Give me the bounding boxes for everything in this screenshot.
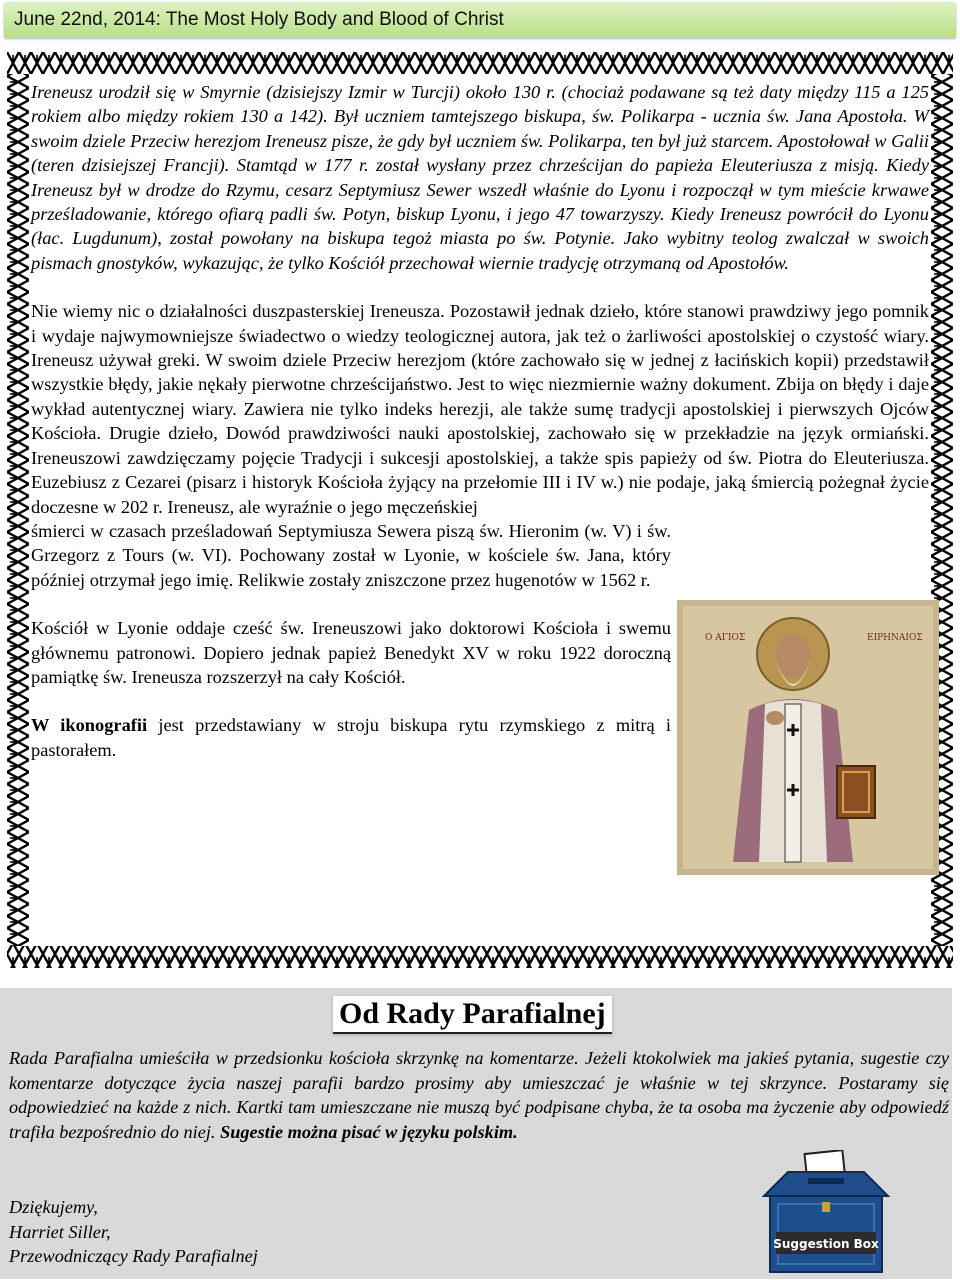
council-text [9,1046,949,1144]
signature-role: Przewodniczący Rady Parafialnej [9,1246,258,1266]
council-signature [9,1195,258,1269]
svg-text:Ο ΑΓΙΟΣ: Ο ΑΓΙΟΣ [705,633,746,643]
suggestion-box-icon [756,1150,896,1275]
svg-text:ΕΙΡΗΝΑΙΟΣ: ΕΙΡΗΝΑΙΟΣ [867,633,923,643]
page-header [4,2,956,38]
article-paragraph-3: Kościół w Lyonie oddaje cześć św. Ireneuszowi jako doktorowi Kościoła i swemu głównemu patronowi. Dopiero jednak papież Benedykt XV w roku 1922 doroczną pamiątkę św. Ireneusza rozszerzył na cały Kościół. [31,618,671,687]
iconography-bold: W ikonografii [31,715,148,736]
page-header-title: June 22nd, 2014: The Most Holy Body and Blood of Christ [14,9,504,30]
signature-name: Harriet Siller, [9,1221,111,1242]
article-paragraph-2: Nie wiemy nic o działalności duszpasterskiej Ireneusza. Pozostawił jednak dzieło, które stanowi prawdziwy jego pomnik i wydaje najwymowniejsze świadectwo o wiedzy teologicznej autora, jak też o żarliwości apostolskiej o czystość wiary. Ireneusz używał greki. W swoim dziele Przeciw herezjom (które zachowało się w jednej z łacińskich kopii) przedstawił wszystkie błędy, jakie nękały pierwotne chrześcijaństwo. Jest to więc niezmiernie ważny dokument. Zbija on błędy i daje wykład autentycznej wiary. Zawiera nie tylko indeks herezji, ale także sumę tradycji apostolskiej i pierwszych Ojców Kościoła. Drugie dzieło, Dowód prawdziwości nauki apostolskiej, zachowało się w przekładzie na język ormiański. Ireneuszowi zawdzięczamy pojęcie Tradycji i sukcesji apostolskiej, a także spis papieży od św. Piotra do Eleuteriusza. Euzebiusz z Cezarei (pisarz i historyk Kościoła żyjący na przełomie III i IV w.) nie podaje, jaką śmiercią pożegnał życie doczesne w 202 r. Ireneusz, ale wyraźnie o jego męczeńskiej [31,301,929,517]
article-paragraph-1: Ireneusz urodził się w Smyrnie (dzisiejszy Izmir w Turcji) około 130 r. (chociaż podawane są też daty między 115 a 125 rokiem albo między rokiem 130 a 142). Był uczniem tamtejszego biskupa, św. Polikarpa - ucznia św. Jana Apostoła. W swoim dziele Przeciw herezjom Ireneusz pisze, że gdy był uczniem św. Polikarpa, ten był już starcem. Apostołował w Galii (teren dzisiejszej Francji). Stamtąd w 177 r. został wysłany przez chrześcijan do papieża Eleuteriusza z misją. Kiedy Ireneusz był w drodze do Rzymu, cesarz Septymiusz Sewer wszedł właśnie do Lyonu i rozpoczął w tym mieście krwawe prześladowanie, którego ofiarą padli św. Potyn, biskup Lyonu, i jego 47 towarzyszy. Kiedy Ireneusz powrócił do Lyonu (łac. Lugdunum), został powołany na biskupa tegoż miasta po św. Potynie. Jako wybitny teolog zwalczał w swoich pismach gnostyków, wykazując, że tylko Kościół przechował wiernie tradycję otrzymaną od Apostołów. [31,82,929,273]
signature-thanks: Dziękujemy, [9,1197,98,1217]
council-text-body: Rada Parafialna umieściła w przedsionku kościoła skrzynkę na komentarze. Jeżeli ktokolwiek ma jakieś pytania, sugestie czy komentarze dotyczące życia naszej parafii bardzo prosimy aby umieszczać je właśnie w tej skrzynce. Postaramy się odpowiedzieć na każde z nich. Kartki tam umieszczane nie muszą być podpisane chyba, że ta osoba ma życzenie aby odpowiedź trafiła bezpośrednio do niej. [9,1048,949,1142]
council-text-bold: Sugestie można pisać w języku polskim. [220,1121,518,1142]
suggestion-box-label: Suggestion Box [773,1237,879,1251]
saint-irenaeus-icon [677,600,939,875]
article-paragraph-4 [31,713,671,762]
iconography-text: jest przedstawiany w stroju biskupa rytu rzymskiego z mitrą i pastorałem. [31,715,671,760]
council-title: Od Rady Parafialnej [333,996,612,1034]
article-paragraph-2-continued: śmierci w czasach prześladowań Septymiusza Sewera piszą św. Hieronim (w. V) i św. Grzegorz z Tours (w. VI). Pochowany został w Lyonie, w kościele św. Jana, który później otrzymał jego imię. Relikwie zostały zniszczone przez hugenotów w 1562 r. [31,520,671,590]
